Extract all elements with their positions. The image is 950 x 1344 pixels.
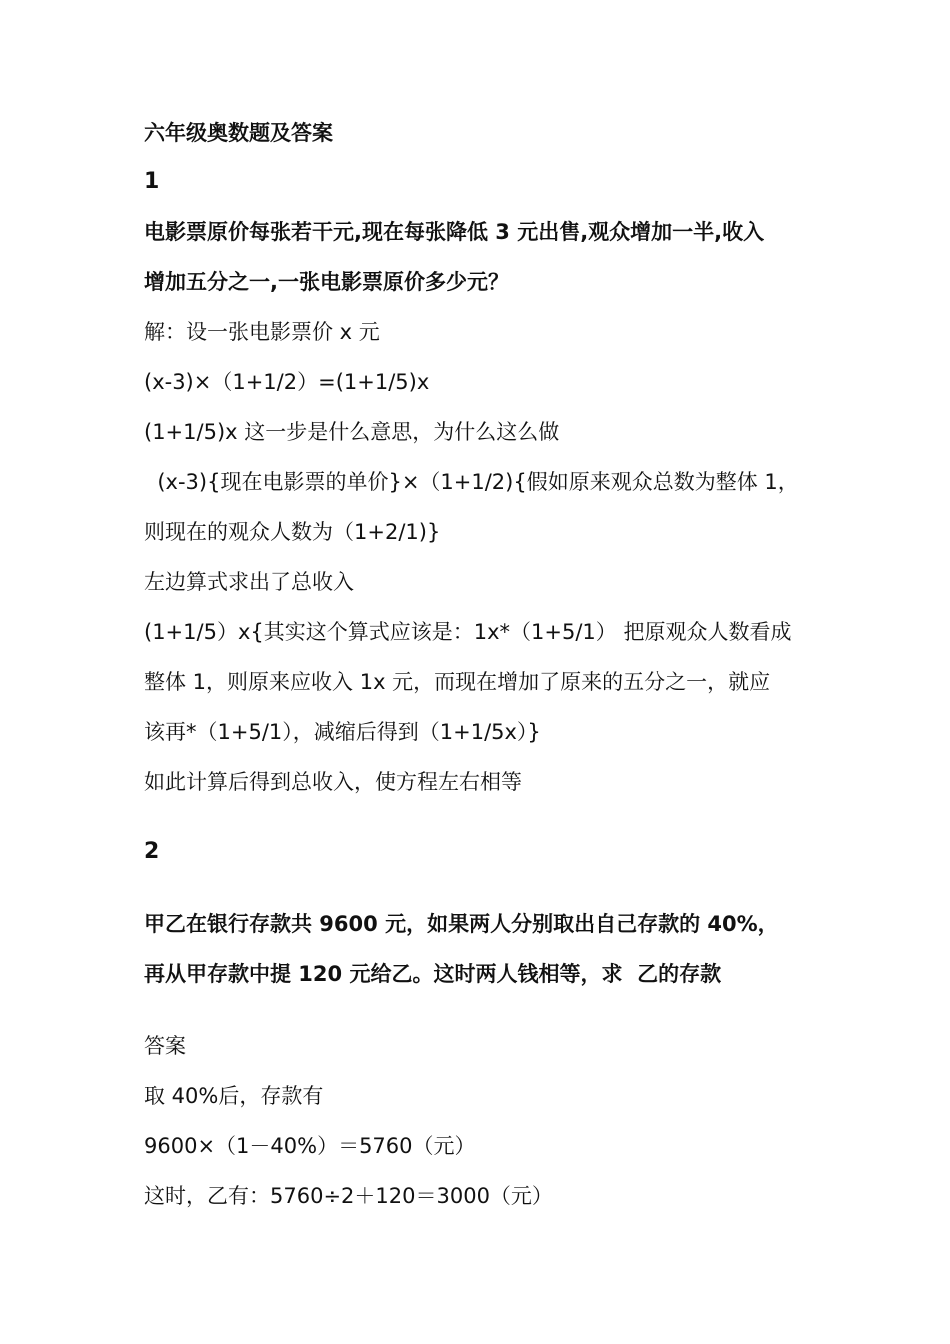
- solution-line: (1+1/5)x 这一步是什么意思，为什么这么做: [144, 420, 560, 444]
- problem-1-question-line-2: 增加五分之一,一张电影票原价多少元？: [144, 270, 509, 294]
- solution-line: 如此计算后得到总收入，使方程左右相等: [144, 770, 522, 794]
- solution-line: 左边算式求出了总收入: [144, 570, 354, 594]
- problem-2-question-line-1: 甲乙在银行存款共 9600 元，如果两人分别取出自己存款的 40%，: [144, 912, 779, 936]
- document-title: 六年级奥数题及答案: [144, 121, 333, 145]
- solution-line: 该再*（1+5/1），减缩后得到（1+1/5x）}: [144, 720, 541, 744]
- problem-1-number: 1: [144, 169, 160, 194]
- problem-1-question-line-1: 电影票原价每张若干元,现在每张降低 3 元出售,观众增加一半,收入: [144, 220, 765, 244]
- solution-line: (x-3){现在电影票的单价}×（1+1/2){假如原来观众总数为整体 1，: [144, 470, 799, 494]
- solution-line: (1+1/5）x{其实这个算式应该是：1x*（1+5/1） 把原观众人数看成: [144, 620, 792, 644]
- problem-2-number: 2: [144, 839, 160, 864]
- answer-line: 这时，乙有：5760÷2＋120＝3000（元）: [144, 1184, 553, 1208]
- answer-line: 取 40%后，存款有: [144, 1084, 324, 1108]
- answer-label: 答案: [144, 1034, 186, 1058]
- solution-line: 则现在的观众人数为（1+2/1)}: [144, 520, 441, 544]
- solution-line: (x-3)×（1+1/2）=(1+1/5)x: [144, 370, 430, 394]
- solution-line: 整体 1，则原来应收入 1x 元，而现在增加了原来的五分之一，就应: [144, 670, 771, 694]
- problem-2-question-line-2: 再从甲存款中提 120 元给乙。这时两人钱相等，求 乙的存款: [144, 962, 722, 986]
- answer-line: 9600×（1－40%）＝5760（元）: [144, 1134, 476, 1158]
- solution-line: 解：设一张电影票价 x 元: [144, 320, 380, 344]
